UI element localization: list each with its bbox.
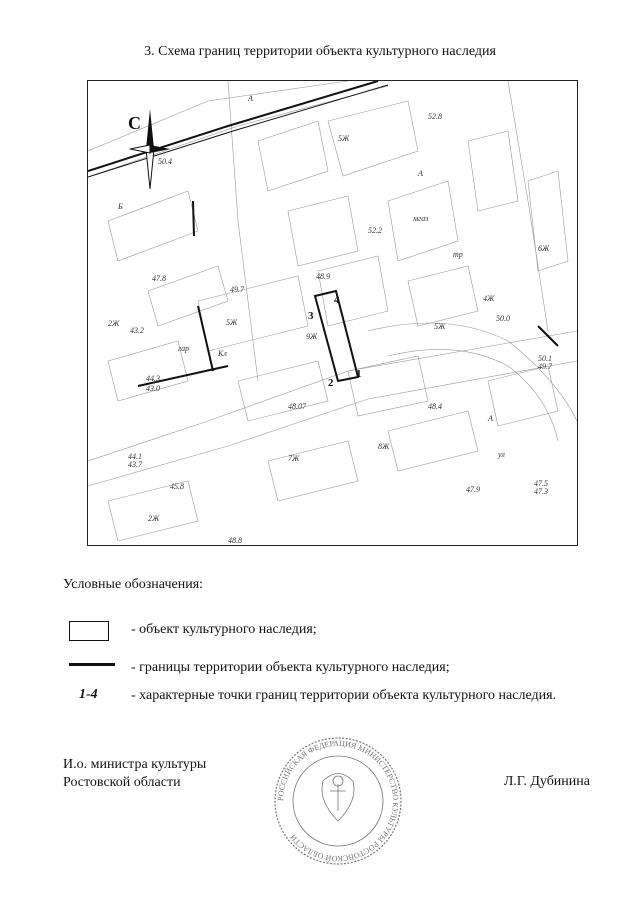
legend-object-text: - объект культурного наследия; xyxy=(131,622,317,637)
legend-heading: Условные обозначения: xyxy=(63,577,204,592)
svg-text:5Ж: 5Ж xyxy=(338,134,350,143)
north-arrow-icon xyxy=(128,109,170,189)
svg-text:2Ж: 2Ж xyxy=(108,319,120,328)
page-title: 3. Схема границ территории объекта культурного наследия xyxy=(144,44,496,59)
svg-text:8Ж: 8Ж xyxy=(378,442,390,451)
north-marker: С xyxy=(128,113,141,133)
svg-text:49.7: 49.7 xyxy=(230,285,244,294)
points-symbol: 1-4 xyxy=(79,687,98,702)
svg-text:48.8: 48.8 xyxy=(228,536,242,545)
legend-points-text: - характерные точки границ территории объекта культурного наследия. xyxy=(131,688,557,703)
svg-text:50.0: 50.0 xyxy=(496,314,510,323)
svg-text:2Ж: 2Ж xyxy=(148,514,160,523)
svg-text:48.07: 48.07 xyxy=(288,402,306,411)
svg-text:мгаз: мгаз xyxy=(413,214,429,223)
svg-text:тр: тр xyxy=(453,250,463,259)
svg-text:А: А xyxy=(248,94,253,103)
map-drawing xyxy=(88,81,577,545)
svg-text:52.8: 52.8 xyxy=(428,112,442,121)
object-symbol-icon xyxy=(69,621,109,641)
official-seal-icon xyxy=(268,736,408,871)
svg-text:А: А xyxy=(488,414,493,423)
legend-boundary-text: - границы территории объекта культурного наследия; xyxy=(131,660,450,675)
svg-text:47.8: 47.8 xyxy=(152,274,166,283)
seal-text: РОССИЙСКАЯ ФЕДЕРАЦИЯ МИНИСТЕРСТВО КУЛЬТУРЫ РОСТОВСКОЙ ОБЛАСТИ xyxy=(275,738,401,864)
svg-text:6Ж: 6Ж xyxy=(538,244,550,253)
svg-text:50.1: 50.1 xyxy=(538,354,552,363)
svg-text:44.3: 44.3 xyxy=(146,374,160,383)
svg-text:А: А xyxy=(418,169,423,178)
svg-text:45.8: 45.8 xyxy=(170,482,184,491)
svg-text:7Ж: 7Ж xyxy=(288,454,300,463)
svg-text:47.9: 47.9 xyxy=(466,485,480,494)
boundary-point-4: 4 xyxy=(334,294,340,306)
boundary-line-icon xyxy=(69,663,115,666)
svg-text:Кл: Кл xyxy=(218,349,227,358)
boundary-point-3: 3 xyxy=(308,310,314,322)
svg-text:43.7: 43.7 xyxy=(128,460,142,469)
svg-text:ул: ул xyxy=(498,450,505,459)
svg-text:Б: Б xyxy=(118,202,123,211)
svg-text:52.2: 52.2 xyxy=(368,226,382,235)
svg-text:43.2: 43.2 xyxy=(130,326,144,335)
position-line-2: Ростовской области xyxy=(63,775,181,790)
svg-text:5Ж: 5Ж xyxy=(226,318,238,327)
signatory-position xyxy=(63,756,206,792)
svg-text:47.5: 47.5 xyxy=(534,479,548,488)
svg-text:50.4: 50.4 xyxy=(158,157,172,166)
svg-text:47.3: 47.3 xyxy=(534,487,548,496)
svg-text:гар: гар xyxy=(178,344,190,353)
boundary-point-2: 2 xyxy=(328,377,334,389)
svg-text:43.0: 43.0 xyxy=(146,384,160,393)
signatory-name: Л.Г. Дубинина xyxy=(503,774,590,789)
svg-text:48.4: 48.4 xyxy=(428,402,442,411)
boundary-point-1: 1 xyxy=(356,368,362,380)
svg-text:5Ж: 5Ж xyxy=(434,322,446,331)
svg-text:48.9: 48.9 xyxy=(316,272,330,281)
position-line-1: И.о. министра культуры xyxy=(63,757,207,772)
svg-text:9Ж: 9Ж xyxy=(306,332,318,341)
svg-text:4Ж: 4Ж xyxy=(483,294,495,303)
svg-text:49.7: 49.7 xyxy=(538,362,552,371)
svg-text:44.1: 44.1 xyxy=(128,452,142,461)
territory-map xyxy=(87,80,578,546)
